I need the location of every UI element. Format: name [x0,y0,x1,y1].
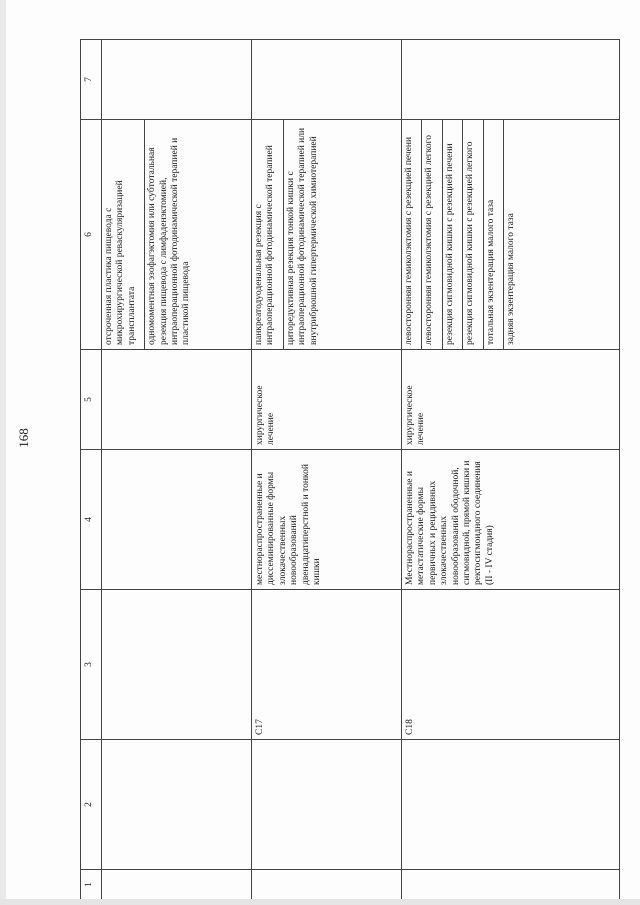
cell-code: C17 [252,590,402,740]
cell-col1 [252,870,402,900]
table-row [252,40,402,900]
col-num-5: 5 [81,350,102,450]
cell-col2 [402,740,620,870]
column-number-row [81,40,102,900]
col-num-7: 7 [81,40,102,120]
scan-bottom-edge [0,899,640,905]
method-item: левосторонняя гемиколэктомия с резекцией легкого [422,120,442,349]
cell-col7 [252,40,402,120]
cell-diagnosis: Местнораспространенные и метастатические формы первичных и рецидивных злокачественных новообразований ободочной, сигмовидной, прямой кишки и ректосигмоидного соединения (II - IV стадия) [402,450,620,590]
cell-code: C18 [402,590,620,740]
cell-treatment-type [102,350,252,450]
method-item: тотальная экзентерация малого таза [484,120,504,349]
cell-treatment-type: хирургическое лечение [252,350,402,450]
method-item: резекция сигмовидной кишки с резекцией печени [443,120,463,349]
cell-col2 [102,740,252,870]
cell-col1 [102,870,252,900]
table-row [102,40,252,900]
cell-methods [102,120,252,350]
method-item: одномоментная эзофагэктомия или субтотальная резекция пищевода с лимфаденэктомией, интраоперационной фотодинамической терапией и пластикой пищевода [147,137,192,345]
method-item: циторедуктивная резекция тонкой кишки с интраоперационной фотодинамической терапией или внутрибрюшной гипертермической химиотерапией [285,127,319,345]
cell-col1 [402,870,620,900]
cell-diagnosis [102,450,252,590]
col-num-2: 2 [81,740,102,870]
method-item: левосторонняя гемиколэктомия с резекцией печени [402,120,422,349]
cell-col7 [102,40,252,120]
cell-methods [252,120,402,350]
col-num-1: 1 [81,870,102,900]
col-num-3: 3 [81,590,102,740]
method-item: панкреатодуоденальная резекция с интраоперационной фотодинамической терапией [252,120,284,349]
rotated-table-wrapper [80,40,620,900]
cell-treatment-type: хирургическое лечение [402,350,620,450]
method-item: отсроченная пластика пищевода с микрохирургической реваскуляризацией трансплантата [102,120,145,349]
method-item: резекция сигмовидной кишки с резекцией легкого [463,120,483,349]
method-item: задняя экзентерация малого таза [505,213,516,345]
cell-col7 [402,40,620,120]
cell-diagnosis: местнораспространенные и диссеминированные формы злокачественных новообразований двенадцатиперстной и тонкой кишки [252,450,402,590]
col-num-6: 6 [81,120,102,350]
cell-code [102,590,252,740]
col-num-4: 4 [81,450,102,590]
procedures-table [80,39,620,900]
scan-edge [0,0,6,905]
page-number: 168 [15,428,31,448]
table-row [402,40,620,900]
cell-methods [402,120,620,350]
cell-col2 [252,740,402,870]
